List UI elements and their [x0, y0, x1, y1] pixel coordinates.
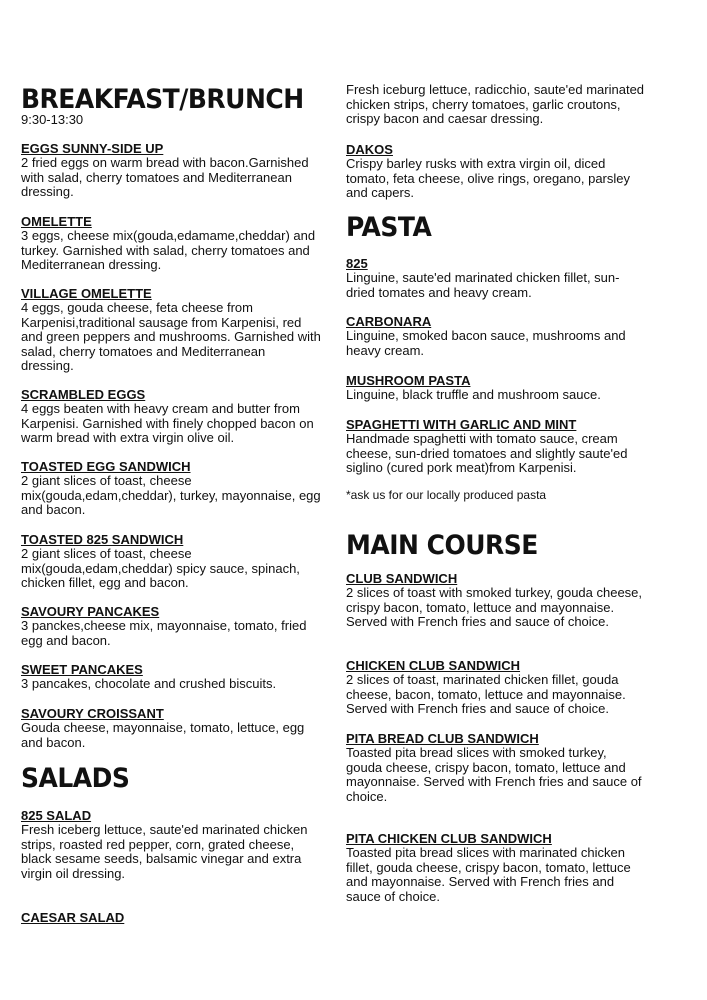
menu-item-description: Gouda cheese, mayonnaise, tomato, lettuce, egg and bacon.	[21, 720, 305, 750]
menu-item-name: OMELETTE	[21, 214, 92, 229]
menu-item-club-sandwich	[346, 571, 646, 630]
menu-item-chicken-club-sandwich	[346, 658, 646, 717]
menu-item-name: CLUB SANDWICH	[346, 571, 458, 586]
menu-item-name: DAKOS	[346, 142, 393, 157]
menu-item-name: SPAGHETTI WITH GARLIC AND MINT	[346, 417, 577, 432]
menu-item-description: Crispy barley rusks with extra virgin oil, diced tomato, feta cheese, olive rings, oregano, parsley and capers.	[346, 156, 630, 200]
menu-item-village-omelette	[21, 286, 321, 374]
pasta-note: *ask us for our locally produced pasta	[346, 488, 547, 502]
menu-item-description: 2 slices of toast, marinated chicken fillet, gouda cheese, bacon, tomato, lettuce and mayonnaise. Served with French fries and sauce of choice.	[346, 672, 626, 716]
menu-item-name: PITA BREAD CLUB SANDWICH	[346, 731, 539, 746]
menu-item-toasted-egg-sandwich	[21, 459, 321, 518]
menu-item-description: Fresh iceberg lettuce, saute'ed marinated chicken strips, roasted red pepper, corn, grated cheese, black sesame seeds, balsamic vinegar and extra virgin oil dressing.	[21, 822, 308, 881]
menu-item-description: Linguine, smoked bacon sauce, mushrooms and heavy cream.	[346, 328, 626, 358]
menu-item-description: 3 pancakes, chocolate and crushed biscuits.	[21, 676, 277, 691]
menu-item-description: 2 giant slices of toast, cheese mix(gouda,edam,cheddar), turkey, mayonnaise, egg and bacon.	[21, 473, 321, 517]
menu-item-name: EGGS SUNNY-SIDE UP	[21, 141, 164, 156]
menu-item-name: SWEET PANCAKES	[21, 662, 143, 677]
menu-item-omelette	[21, 214, 321, 273]
menu-item-description: 3 panckes,cheese mix, mayonnaise, tomato, fried egg and bacon.	[21, 618, 307, 648]
menu-item-name: 825 SALAD	[21, 808, 92, 823]
breakfast-hours: 9:30-13:30	[21, 112, 84, 127]
menu-item-825-pasta	[346, 256, 646, 300]
menu-item-carbonara	[346, 314, 646, 358]
menu-item-spaghetti-garlic-mint	[346, 417, 646, 476]
menu-item-name: SCRAMBLED EGGS	[21, 387, 146, 402]
menu-item-sweet-pancakes	[21, 662, 321, 692]
menu-item-dakos	[346, 142, 646, 201]
menu-item-description: 4 eggs beaten with heavy cream and butter from Karpenisi. Garnished with finely chopped bacon on warm bread with extra virgin olive oil.	[21, 401, 314, 445]
menu-item-pita-chicken-club-sandwich	[346, 831, 646, 904]
menu-item-description: 2 fried eggs on warm bread with bacon.Garnished with salad, cherry tomatoes and Mediterranean dressing.	[21, 155, 309, 199]
menu-item-description: Handmade spaghetti with tomato sauce, cream cheese, sun-dried tomatoes and slightly saute'ed siglino (cured pork meat)from Karpenisi.	[346, 431, 628, 475]
menu-item-savoury-croissant	[21, 706, 321, 750]
menu-item-name: PITA CHICKEN CLUB SANDWICH	[346, 831, 552, 846]
menu-item-name: MUSHROOM PASTA	[346, 373, 471, 388]
menu-item-description: Linguine, black truffle and mushroom sauce.	[346, 387, 601, 402]
menu-item-name: VILLAGE OMELETTE	[21, 286, 152, 301]
menu-item-eggs-sunny-side-up	[21, 141, 321, 200]
menu-item-description: 3 eggs, cheese mix(gouda,edamame,cheddar) and turkey. Garnished with salad, cherry tomatoes and Mediterranean dressing.	[21, 228, 316, 272]
menu-item-mushroom-pasta	[346, 373, 646, 403]
menu-item-description: Fresh iceburg lettuce, radicchio, saute'ed marinated chicken strips, cherry tomatoes, garlic croutons, crispy bacon and caesar dressing.	[346, 82, 645, 126]
menu-item-name: SAVOURY CROISSANT	[21, 706, 164, 721]
menu-item-description: Toasted pita bread slices with marinated chicken fillet, gouda cheese, crispy bacon, tomato, lettuce and mayonnaise. Served with French fries and sauce of choice.	[346, 845, 631, 904]
menu-item-description: 2 giant slices of toast, cheese mix(gouda,edam,cheddar) spicy sauce, spinach, chicken fillet, egg and bacon.	[21, 546, 300, 590]
menu-item-savoury-pancakes	[21, 604, 321, 648]
breakfast-section-title: BREAKFAST/BRUNCH	[21, 82, 304, 115]
menu-item-description: Linguine, saute'ed marinated chicken fillet, sun-dried tomates and heavy cream.	[346, 270, 620, 300]
caesar-salad-description-continued	[346, 83, 646, 127]
main-course-section-title: MAIN COURSE	[346, 528, 538, 561]
salads-section-title: SALADS	[21, 761, 130, 794]
menu-item-description: Toasted pita bread slices with smoked turkey, gouda cheese, crispy bacon, tomato, lettuce and mayonnaise. Served with French fries and sauce of choice.	[346, 745, 642, 804]
menu-item-name: CARBONARA	[346, 314, 432, 329]
menu-item-toasted-825-sandwich	[21, 532, 321, 591]
menu-item-name: SAVOURY PANCAKES	[21, 604, 160, 619]
menu-item-description: 2 slices of toast with smoked turkey, gouda cheese, crispy bacon, tomato, lettuce and mayonnaise. Served with French fries and sauce of choice.	[346, 585, 643, 629]
menu-item-name: CAESAR SALAD	[21, 910, 125, 925]
menu-item-name: TOASTED 825 SANDWICH	[21, 532, 184, 547]
menu-item-825-salad	[21, 808, 321, 881]
menu-item-caesar-salad	[21, 910, 321, 925]
menu-item-pita-bread-club-sandwich	[346, 731, 646, 804]
menu-item-name: TOASTED EGG SANDWICH	[21, 459, 191, 474]
menu-item-scrambled-eggs	[21, 387, 321, 446]
menu-item-description: 4 eggs, gouda cheese, feta cheese from Karpenisi,traditional sausage from Karpenisi, red and green peppers and mushrooms. Garnished with salad, cherry tomatoes and Mediterranean dressing.	[21, 300, 321, 373]
pasta-section-title: PASTA	[346, 210, 432, 243]
menu-item-name: 825	[346, 256, 368, 271]
menu-item-name: CHICKEN CLUB SANDWICH	[346, 658, 521, 673]
